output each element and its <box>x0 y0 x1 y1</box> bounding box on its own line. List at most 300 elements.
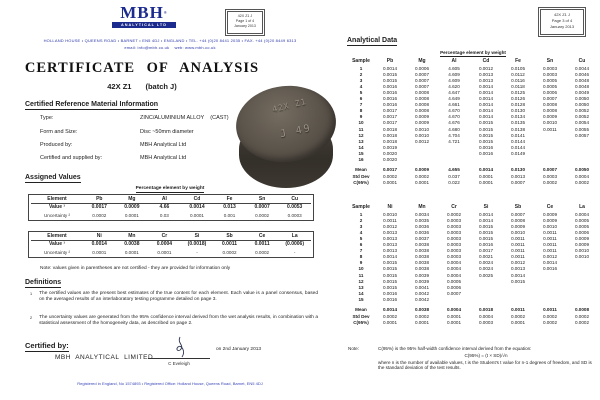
table-cell: 0.0010 <box>510 229 526 235</box>
table-cell: 0.0012 <box>414 138 430 144</box>
table-cell: 0.0009 <box>414 120 430 126</box>
table-cell: 0.0144 <box>510 138 526 144</box>
crm-value-type: ZINC/ALUMINIUM ALLOY (CAST) <box>140 115 229 121</box>
table-cell: 0.0015 <box>478 120 494 126</box>
table-cell: 0.0003 <box>446 217 462 223</box>
table-cell: 0.0009 <box>510 223 526 229</box>
table-cell: 0.0002 <box>255 212 270 218</box>
table-cell: Fe <box>515 58 521 64</box>
table-cell: 0.0130 <box>510 166 526 172</box>
table-cell: 0.0001 <box>414 180 430 186</box>
table-cell: 0.0008 <box>542 108 558 114</box>
definition-2-text: The uncertainty values are generated from the 95% confidence interval derived from the wet analysis results, in combination with a statistical assessment of the homogeneity data, as described on page 2. <box>39 315 318 326</box>
table-cell: 0.0013 <box>478 71 494 77</box>
table-cell: 0.0015 <box>382 77 398 83</box>
table-cell: 0.0042 <box>414 290 430 296</box>
table-cell: 5 <box>359 235 363 241</box>
crm-label-produced-by: Produced by: <box>40 142 73 148</box>
table-cell: 0.0004 <box>446 260 462 266</box>
table-cell: 0.0014 <box>382 254 398 260</box>
table-cell: 0.0018 <box>478 306 494 312</box>
parentheses-note: Note: values given in parentheses are not certified - they are provided for information only <box>40 266 231 271</box>
table-cell: 0.0011 <box>511 242 525 248</box>
table-cell: 0.0003 <box>446 248 462 254</box>
table-cell: 10 <box>358 266 364 272</box>
table-cell: 3 <box>359 223 363 229</box>
definition-1 <box>30 291 318 303</box>
table-row <box>348 303 598 313</box>
table-cell: 0.0018 <box>382 126 398 132</box>
table-cell: Pb <box>83 196 116 204</box>
registered-trademark-icon: ® <box>163 10 168 15</box>
table-cell: Std Dev <box>352 314 370 320</box>
table-cell: 1 <box>359 65 363 71</box>
table-cell: 0.0038 <box>414 242 430 248</box>
table-cell: 0.0050 <box>574 166 590 172</box>
table-cell: 0.0039 <box>414 272 430 278</box>
table-cell: 0.0054 <box>574 120 590 126</box>
table-cell: 0.0005 <box>446 278 462 284</box>
table-cell: 0.0004 <box>446 266 462 272</box>
table-cell: 0.0012 <box>510 260 526 266</box>
table-cell: 0.0017 <box>382 114 398 120</box>
table-cell: 0.0011 <box>511 235 525 241</box>
table-cell: 0.0009 <box>414 114 430 120</box>
table-cell: 0.0008 <box>414 96 430 102</box>
table-cell: 0.0013 <box>478 77 494 83</box>
table-cell: 0.0015 <box>478 132 494 138</box>
table-cell: 0.0014 <box>478 108 494 114</box>
table-cell: Cu <box>278 196 311 204</box>
table-cell: 0.0003 <box>478 320 494 326</box>
table-cell: 0.0002 <box>382 314 398 320</box>
crm-value-form-size: Disc ~50mm diameter <box>140 129 194 135</box>
table-cell: 16 <box>358 157 364 162</box>
table-cell: 0.0010 <box>542 223 558 229</box>
table-cell: Ni <box>387 204 393 210</box>
table-cell: 0.0016 <box>542 266 558 272</box>
table-cell: 0.0011 <box>543 229 557 235</box>
table-cell: 0.0002 <box>414 174 430 180</box>
page-reference-badge <box>540 9 584 35</box>
table-cell: 0.0007 <box>254 204 270 211</box>
table-cell: (0.0006) <box>285 241 304 248</box>
table-cell: 0.0001 <box>446 314 462 320</box>
table-cell: 0.0015 <box>478 138 494 144</box>
c95-equation: C(95%) = (t × SD)/√n <box>464 352 508 358</box>
table-cell: 0.0001 <box>478 180 494 186</box>
definition-2 <box>30 315 318 327</box>
table-cell: 0.0002 <box>574 320 590 326</box>
table-cell: 0.0002 <box>510 314 526 320</box>
table-cell: 0.0015 <box>478 223 494 229</box>
table-cell: 0.0007 <box>542 166 558 172</box>
table-cell: 0.0013 <box>382 229 398 235</box>
table-cell: 0.0049 <box>574 89 590 95</box>
table-cell: 0.0003 <box>542 71 558 77</box>
table-cell: 0.0038 <box>414 306 430 312</box>
table-cell: (0.0018) <box>187 241 207 248</box>
table-row <box>31 196 311 204</box>
badge-ref: 42X Z1 J <box>237 14 253 18</box>
table-cell: 0.0003 <box>542 65 558 71</box>
table-cell: 4.680 <box>448 126 460 132</box>
table-cell: 0.0010 <box>414 132 430 138</box>
table-row <box>348 313 598 321</box>
table-cell: 0.0019 <box>382 144 398 150</box>
table-cell: 4.704 <box>448 132 460 138</box>
table-cell: Mn <box>116 233 149 241</box>
table-cell: 0.0015 <box>382 284 398 290</box>
table-row <box>348 180 598 186</box>
percentage-by-weight-heading: Percentage element by weight <box>135 186 205 191</box>
assigned-values-heading: Assigned Values <box>25 174 81 181</box>
table-cell: 0.0125 <box>510 89 526 95</box>
table-cell: 6 <box>359 242 363 248</box>
table-cell: 0.0015 <box>478 235 494 241</box>
table-cell: 0.0017 <box>91 204 107 211</box>
table-cell: 0.0020 <box>382 157 398 162</box>
table-cell: 1 <box>359 211 363 217</box>
table-cell: 4.670 <box>448 108 460 114</box>
certifying-company: MBH ANALYTICAL LIMITED <box>55 354 154 361</box>
table-cell: 0.0006 <box>414 65 430 71</box>
signer-name: C Eveleigh <box>168 361 190 366</box>
table-cell: 0.0024 <box>478 260 494 266</box>
table-cell: 0.0138 <box>510 126 526 132</box>
table-cell: 0.0044 <box>574 65 590 71</box>
table-cell: 0.0005 <box>542 83 558 89</box>
disc-engraving-reference: 42X Z1 <box>271 96 308 115</box>
table-cell: 0.0017 <box>382 120 398 126</box>
table-cell: 4 <box>359 83 363 89</box>
table-cell: 0.013 <box>223 204 236 211</box>
table-cell: 0.0002 <box>446 211 462 217</box>
table-cell: C(95%) <box>353 180 369 186</box>
crm-label-form-size: Form and Size: <box>40 129 78 135</box>
table-cell: 0.0048 <box>574 83 590 89</box>
table-cell: 0.0009 <box>542 211 558 217</box>
table-cell: 0.0037 <box>414 235 430 241</box>
table-cell: Cd <box>181 196 214 204</box>
badge-page-number: Page 1 of 4 <box>235 18 255 23</box>
table-cell: 11 <box>358 272 364 278</box>
table-cell: 0.0007 <box>510 180 526 186</box>
table-cell: 0.0053 <box>287 204 303 211</box>
table-cell: Element <box>31 233 83 241</box>
table-cell: 9 <box>359 260 363 266</box>
badge-date: January 2013 <box>234 23 256 28</box>
badge-page-number: Page 3 of 4 <box>551 17 573 23</box>
table-row <box>31 249 311 256</box>
table-cell: 0.0006 <box>542 89 558 95</box>
table-cell: 0.0116 <box>511 77 525 83</box>
table-cell: C(95%) <box>353 320 369 326</box>
table-cell: 10 <box>358 120 364 126</box>
table-cell: 0.0149 <box>510 150 526 156</box>
table-cell: 8 <box>359 108 363 114</box>
table-cell: Sample <box>352 58 370 64</box>
table-cell: 0.0008 <box>414 108 430 114</box>
table-cell: Cr <box>148 233 181 241</box>
table-cell: 0.022 <box>448 180 460 186</box>
table-cell: 0.0007 <box>446 290 462 296</box>
table-cell: 0.0003 <box>446 254 462 260</box>
table-cell: 0.0013 <box>510 266 526 272</box>
table-cell: 13 <box>358 138 364 144</box>
table-cell: 0.0014 <box>382 306 398 312</box>
registered-office-footer: Registered in England, No 1574893 • Registered Office: Holland House, Queens Road, Barnet, EN5 4DJ <box>77 381 263 386</box>
table-cell: 0.03 <box>159 212 169 218</box>
table-cell: 0.0007 <box>414 77 430 83</box>
table-cell: 0.0014 <box>478 102 494 108</box>
table-cell: 7 <box>359 102 363 108</box>
table-cell: 0.0014 <box>91 241 107 248</box>
table-cell: La <box>579 204 585 210</box>
table-cell: Sb <box>213 233 246 241</box>
table-cell: 0.0134 <box>510 114 526 120</box>
table-cell: 15 <box>358 150 364 156</box>
table-cell: Element <box>31 196 83 204</box>
table-row <box>348 58 598 66</box>
table-cell: 0.0002 <box>414 314 430 320</box>
table-cell: 6 <box>359 96 363 102</box>
table-cell: 0.0016 <box>478 242 494 248</box>
reference-code: 42X Z1 <box>107 82 132 91</box>
table-cell: 0.0016 <box>382 296 398 302</box>
table-cell: 0.0014 <box>478 166 494 172</box>
table-cell: Value ¹ <box>48 204 66 211</box>
sample-disc-photo <box>236 86 336 190</box>
table-cell: 4.661 <box>448 102 460 108</box>
table-cell: 0.0012 <box>542 254 558 260</box>
table-cell: 0.0017 <box>382 108 398 114</box>
table-cell: 0.0003 <box>446 229 462 235</box>
table-cell: 11 <box>358 126 364 132</box>
certified-by-heading: Certified by: <box>25 341 69 350</box>
table-cell: 0.0005 <box>574 223 590 229</box>
percentage-by-weight-heading: Percentage element by weight <box>440 50 506 55</box>
table-cell: Ce <box>246 233 279 241</box>
table-cell: 0.0009 <box>542 114 558 120</box>
table-cell: 0.0042 <box>414 296 430 302</box>
table-cell: 0.0014 <box>478 217 494 223</box>
table-cell: 0.0011 <box>222 241 238 248</box>
signature-line <box>148 338 210 359</box>
table-cell: 0.0039 <box>414 278 430 284</box>
table-cell: 0.0001 <box>157 249 172 255</box>
table-cell: 0.0009 <box>124 204 140 211</box>
table-cell: Cd <box>482 58 490 64</box>
mbh-logo <box>112 4 176 28</box>
table-cell: 0.0013 <box>382 248 398 254</box>
table-cell: 0.0038 <box>414 254 430 260</box>
table-cell: Std Dev <box>352 174 370 180</box>
table-cell: 13 <box>358 284 364 290</box>
table-cell: 0.0001 <box>478 174 494 180</box>
definition-1-number: 1 <box>30 291 33 296</box>
table-cell: 4.620 <box>448 83 460 89</box>
table-cell: 0.0007 <box>414 83 430 89</box>
table-cell: Mg <box>116 196 149 204</box>
assigned-values-table-1 <box>28 194 314 221</box>
table-cell: 0.0008 <box>574 306 590 312</box>
table-cell: 7 <box>359 248 363 254</box>
table-cell: 0.0015 <box>382 71 398 77</box>
table-cell: 0.0012 <box>382 223 398 229</box>
table-cell: Uncertainty ² <box>43 212 71 218</box>
table-cell: 0.0013 <box>510 174 526 180</box>
table-cell: 0.0004 <box>574 211 590 217</box>
table-cell: Cr <box>451 204 457 210</box>
table-cell: 0.0013 <box>382 235 398 241</box>
table-cell: 0.0020 <box>382 150 398 156</box>
crm-label-certified-by: Certified and supplied by: <box>40 155 103 161</box>
table-cell: 0.0003 <box>446 223 462 229</box>
crm-value-produced-by: MBH Analytical Ltd <box>140 142 187 148</box>
table-cell: 0.0008 <box>510 217 526 223</box>
table-cell: Ni <box>83 233 116 241</box>
table-cell: 0.0041 <box>414 284 430 290</box>
table-cell: 0.0002 <box>542 180 558 186</box>
table-cell: - <box>196 249 198 255</box>
table-cell: 0.0004 <box>478 314 494 320</box>
table-cell: 0.0015 <box>478 126 494 132</box>
table-cell: 0.0002 <box>255 249 270 255</box>
table-cell: 0.0006 <box>446 284 462 290</box>
table-cell: 0.0015 <box>382 272 398 278</box>
table-row <box>31 204 311 212</box>
table-cell: 0.0001 <box>124 212 139 218</box>
table-cell: 0.0046 <box>574 71 590 77</box>
table-cell: 0.0105 <box>510 65 526 71</box>
table-cell: 4.609 <box>448 71 460 77</box>
table-row <box>348 173 598 181</box>
table-cell: 0.0048 <box>574 77 590 83</box>
table-cell: 0.0014 <box>382 65 398 71</box>
table-cell: Ce <box>546 204 554 210</box>
table-row <box>31 241 311 249</box>
table-cell: 4.647 <box>448 89 460 95</box>
table-cell: 0.0014 <box>478 96 494 102</box>
table-cell: - <box>293 249 296 255</box>
definitions-heading: Definitions <box>25 279 62 286</box>
table-cell: 0.0001 <box>92 249 107 255</box>
table-cell: 0.0011 <box>543 242 557 248</box>
table-cell: 0.0009 <box>574 235 590 241</box>
table-cell: 14 <box>358 144 364 150</box>
table-cell: 0.037 <box>448 174 460 180</box>
table-cell: 0.0004 <box>156 241 173 248</box>
c95-note <box>378 346 594 371</box>
analytical-table-pb-cu <box>348 58 598 186</box>
table-cell: 0.0016 <box>382 83 398 89</box>
table-cell: Fe <box>213 196 246 204</box>
table-cell: 0.0002 <box>542 320 558 326</box>
table-cell: 0.0014 <box>478 83 494 89</box>
table-cell: 0.0024 <box>478 266 494 272</box>
table-cell: 0.0034 <box>414 211 430 217</box>
assigned-table-pb-cu <box>31 196 311 219</box>
table-cell: Sample <box>352 204 370 210</box>
analytical-data-heading: Analytical Data <box>347 37 398 44</box>
table-cell: 0.0003 <box>542 174 558 180</box>
table-cell: 0.0141 <box>510 132 526 138</box>
table-cell: 0.0001 <box>382 180 398 186</box>
table-cell: 0.0050 <box>574 96 590 102</box>
table-cell: 0.0057 <box>574 132 590 138</box>
batch-code: (batch J) <box>145 82 177 91</box>
table-row <box>31 233 311 241</box>
table-cell: 0.0010 <box>542 120 558 126</box>
table-cell: 15 <box>358 296 364 302</box>
table-cell: 0.0016 <box>478 150 494 156</box>
table-cell: 0.0008 <box>414 89 430 95</box>
table-cell: 0.0050 <box>574 102 590 108</box>
table-cell: Al <box>451 58 457 64</box>
table-cell: Mean <box>355 166 367 172</box>
table-cell: 0.0128 <box>510 102 526 108</box>
document-title: CERTIFICATE OF ANALYSIS <box>24 60 260 76</box>
table-cell: 2 <box>359 217 363 223</box>
table-cell: 0.0016 <box>382 96 398 102</box>
table-cell: 4.66 <box>159 204 170 211</box>
table-cell: 0.0011 <box>511 306 525 312</box>
definition-1-text: The certified values are the present best estimates of the true content for each element. Each value is a panel consensus, based on the averaged results of an interlaboratory testing programme detailed on page 3. <box>39 291 318 302</box>
table-cell: 0.0118 <box>511 83 525 89</box>
crm-value-certified-by: MBH Analytical Ltd <box>140 155 187 161</box>
table-cell: 0.0038 <box>124 241 140 248</box>
table-cell: 0.0014 <box>542 260 558 266</box>
table-cell: 0.0017 <box>382 166 398 172</box>
table-cell: 0.0007 <box>542 96 558 102</box>
reference-and-batch <box>17 82 267 91</box>
table-cell: 9 <box>359 114 363 120</box>
table-cell: 0.0001 <box>510 320 526 326</box>
table-cell: 4.649 <box>448 96 460 102</box>
table-cell: Si <box>181 233 214 241</box>
table-cell: 4.670 <box>448 114 460 120</box>
table-cell: 0.0011 <box>543 248 557 254</box>
table-cell: 0.0035 <box>414 217 430 223</box>
table-cell: 0.0014 <box>478 89 494 95</box>
table-cell: Mean <box>355 306 367 312</box>
crm-label-type: Type: <box>40 115 54 121</box>
table-cell: 0.0011 <box>543 235 557 241</box>
table-cell: 0.0036 <box>414 223 430 229</box>
table-cell: 0.0010 <box>574 254 590 260</box>
table-cell: 0.0012 <box>478 65 494 71</box>
table-cell: 0.0001 <box>446 320 462 326</box>
table-cell: 3 <box>359 77 363 83</box>
analytical-table-ni-la <box>348 204 598 326</box>
table-cell: 4.609 <box>448 77 460 83</box>
table-cell: 0.0015 <box>478 229 494 235</box>
table-cell: 0.0015 <box>382 260 398 266</box>
table-cell: 0.0010 <box>382 211 398 217</box>
table-cell: 0.0052 <box>574 114 590 120</box>
table-cell: 0.0008 <box>414 102 430 108</box>
table-cell: 2 <box>359 71 363 77</box>
table-cell: 12 <box>358 278 364 284</box>
table-cell: 0.0007 <box>510 211 526 217</box>
table-cell: Sn <box>546 58 554 64</box>
table-cell: 0.0003 <box>446 242 462 248</box>
table-cell: 0.0009 <box>414 166 430 172</box>
table-cell: 0.0038 <box>414 260 430 266</box>
table-cell: 0.0052 <box>574 108 590 114</box>
mbh-logo-wordmark <box>112 4 176 21</box>
